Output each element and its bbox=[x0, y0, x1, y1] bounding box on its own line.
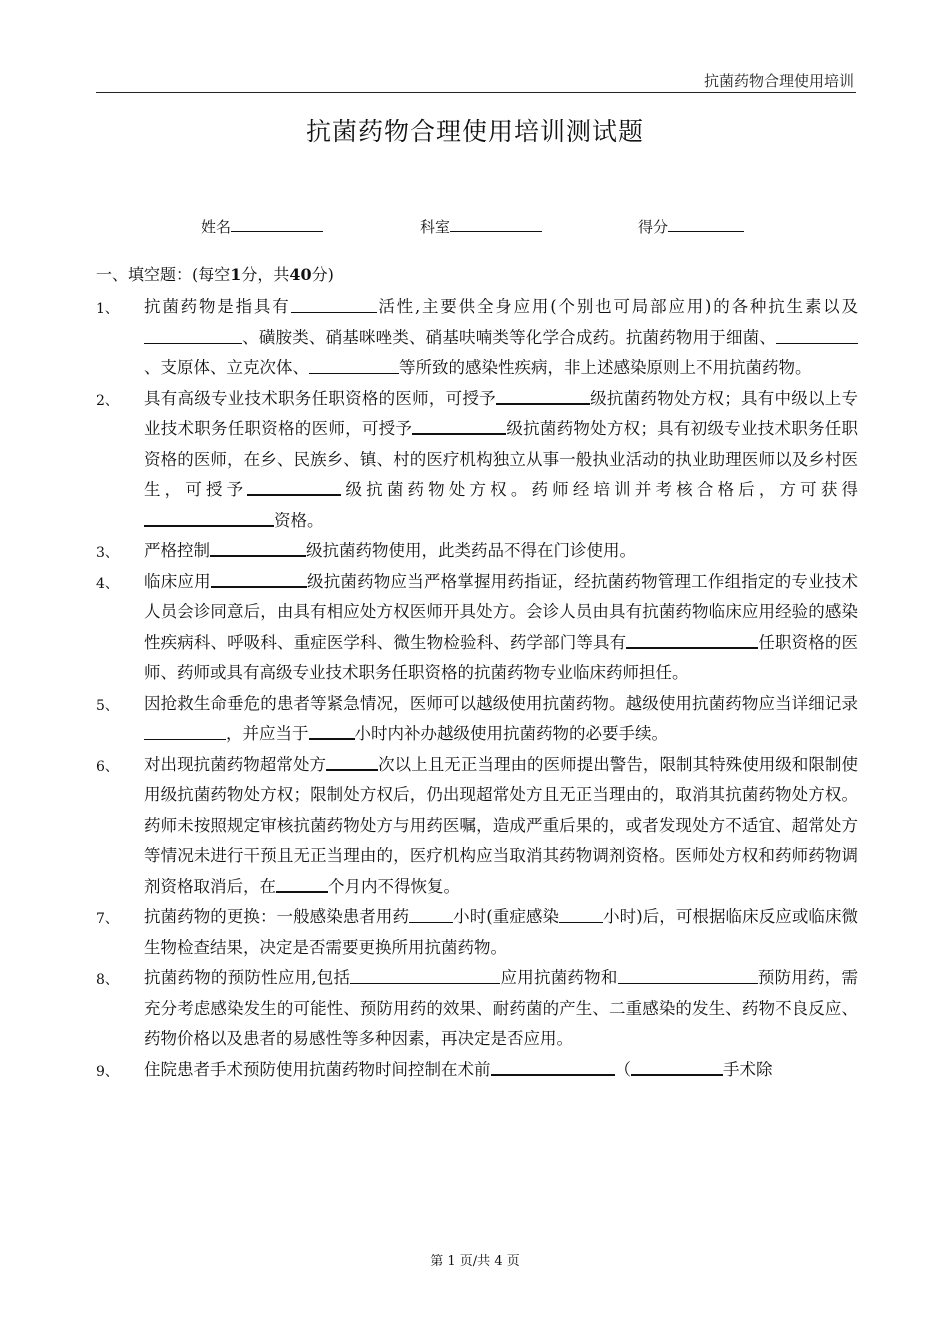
answer-blank[interactable] bbox=[309, 722, 355, 740]
page-footer: 第 1 页/共 4 页 bbox=[430, 1254, 520, 1269]
answer-blank[interactable] bbox=[211, 570, 307, 588]
question-number: 4、 bbox=[96, 575, 119, 592]
question-number: 5、 bbox=[96, 697, 119, 714]
question-5: 5、 因抢救生命垂危的患者等紧急情况，医师可以越级使用抗菌药物。越级使用抗菌药物应当详细记录，并应当于 小时内补办越级使用抗菌药物的必要手续。 bbox=[96, 689, 858, 750]
answer-blank[interactable] bbox=[276, 875, 328, 893]
answer-blank[interactable] bbox=[412, 417, 506, 435]
answer-blank[interactable] bbox=[496, 387, 590, 405]
answer-blank[interactable] bbox=[409, 906, 453, 923]
section-heading: 一、填空题：(每空1分，共40分) bbox=[96, 265, 334, 284]
question-9: 9、 住院患者手术预防使用抗菌药物时间控制在术前 （ 手术除 bbox=[96, 1055, 858, 1086]
question-number: 1、 bbox=[96, 301, 119, 317]
question-1: 1、 抗菌药物是指具有 活性,主要供全身应用(个别也可局部应用)的各种抗生素以及、磺胺类、硝基咪唑类、硝基呋喃类等化学合成药。抗菌药物用于细菌、、支原体、立克次体、 等所致的感染性疾病，非上述感染原则上不用抗菌药物。 bbox=[96, 292, 858, 384]
answer-blank[interactable] bbox=[144, 509, 274, 527]
answer-blank[interactable] bbox=[144, 327, 242, 344]
answer-blank[interactable] bbox=[247, 478, 341, 496]
name-field bbox=[201, 216, 323, 237]
header-rule bbox=[96, 92, 856, 93]
answer-blank[interactable] bbox=[626, 631, 758, 649]
question-8: 8、 抗菌药物的预防性应用,包括 应用抗菌药物和 预防用药，需充分考虑感染发生的可能性、预防用药的效果、耐药菌的产生、二重感染的发生、药物不良反应、药物价格以及患者的易感性等多种因素，再决定是否应用。 bbox=[96, 963, 858, 1055]
running-header: 抗菌药物合理使用培训 bbox=[703, 72, 854, 90]
answer-blank[interactable] bbox=[291, 296, 377, 313]
document-title: 抗菌药物合理使用培训测试题 bbox=[305, 117, 644, 146]
question-number: 2、 bbox=[96, 392, 119, 409]
name-label: 姓名 bbox=[201, 218, 232, 236]
dept-blank[interactable] bbox=[450, 217, 542, 232]
question-number: 3、 bbox=[96, 545, 119, 561]
question-number: 6、 bbox=[96, 758, 119, 775]
score-label: 得分 bbox=[638, 218, 669, 236]
question-number: 7、 bbox=[96, 911, 119, 927]
dept-field bbox=[420, 216, 542, 237]
question-6: 6、 对出现抗菌药物超常处方 次以上且无正当理由的医师提出警告，限制其特殊使用级和限制使用级抗菌药物处方权；限制处方权后，仍出现超常处方且无正当理由的，取消其抗菌药物处方权。药师未按照规定审核抗菌药物处方与用药医嘱，造成严重后果的，或者发现处方不适宜、超常处方等情况未进行干预且无正当理由的，医疗机构应当取消其药物调剂资格。医师处方权和药师药物调剂资格取消后，在 个月内不得恢复。 bbox=[96, 750, 858, 903]
score-field bbox=[638, 216, 744, 237]
question-4: 4、 临床应用 级抗菌药物应当严格掌握用药指证，经抗菌药物管理工作组指定的专业技术人员会诊同意后，由具有相应处方权医师开具处方。会诊人员由具有抗菌药物临床应用经验的感染性疾病科、呼吸科、重症医学科、微生物检验科、药学部门等具有 任职资格的医师、药师或具有高级专业技术职务任职资格的抗菌药物专业临床药师担任。 bbox=[96, 567, 858, 689]
question-list bbox=[96, 292, 858, 1085]
answer-blank[interactable] bbox=[618, 967, 758, 984]
answer-blank[interactable] bbox=[491, 1058, 615, 1076]
answer-blank[interactable] bbox=[776, 327, 858, 344]
answer-blank[interactable] bbox=[210, 539, 306, 557]
question-3: 3、 严格控制 级抗菌药物使用，此类药品不得在门诊使用。 bbox=[96, 536, 858, 567]
score-blank[interactable] bbox=[668, 217, 744, 232]
answer-blank[interactable] bbox=[144, 723, 226, 740]
answer-blank[interactable] bbox=[326, 753, 378, 771]
question-7: 7、 抗菌药物的更换：一般感染患者用药 小时(重症感染 小时)后，可根据临床反应或临床微生物检查结果，决定是否需要更换所用抗菌药物。 bbox=[96, 902, 858, 963]
name-blank[interactable] bbox=[231, 217, 323, 232]
dept-label: 科室 bbox=[420, 218, 451, 236]
question-number: 9、 bbox=[96, 1063, 119, 1080]
answer-blank[interactable] bbox=[309, 357, 399, 374]
question-number: 8、 bbox=[96, 972, 119, 988]
answer-blank[interactable] bbox=[631, 1058, 723, 1076]
answer-blank[interactable] bbox=[350, 967, 500, 984]
question-2: 2、 具有高级专业技术职务任职资格的医师，可授予 级抗菌药物处方权；具有中级以上专业技术职务任职资格的医师，可授予 级抗菌药物处方权；具有初级专业技术职务任职资格的医师，在乡、民族乡、镇、村的医疗机构独立从事一般执业活动的执业助理医师以及乡村医生，可授予 级抗菌药物处方权。药师经培训并考核合格后，方可获得资格。 bbox=[96, 384, 858, 537]
answer-blank[interactable] bbox=[559, 906, 603, 923]
